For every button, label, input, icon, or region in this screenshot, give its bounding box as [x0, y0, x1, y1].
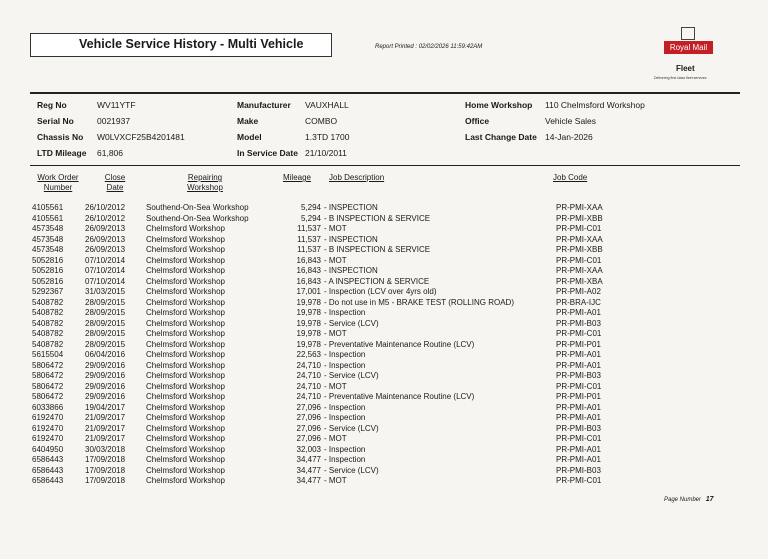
- mileage-cell: 34,477: [296, 455, 321, 464]
- job-description-cell: - MOT: [324, 329, 347, 338]
- work-order-cell: 5052816: [32, 276, 64, 286]
- table-row: [32, 235, 616, 246]
- close-date-cell: 21/09/2017: [85, 434, 126, 443]
- model-label: Model: [237, 132, 262, 142]
- work-order-cell: 4573548: [32, 224, 64, 233]
- job-description-cell: - Preventative Maintenance Routine (LCV): [324, 392, 475, 401]
- workshop-cell: Chelmsford Workshop: [146, 245, 225, 254]
- job-description-cell: - Service (LCV): [324, 371, 379, 380]
- work-order-cell: 5408782: [32, 339, 64, 349]
- job-code-cell: PR-PMI-XAA: [556, 266, 603, 275]
- make-value: COMBO: [305, 116, 338, 126]
- workshop-cell: Chelmsford Workshop: [146, 413, 225, 422]
- job-description-cell: - Service (LCV): [324, 423, 379, 433]
- vehicle-info-col2: [237, 97, 349, 161]
- mileage-cell: 24,710: [296, 392, 321, 401]
- col-header-repairing-line1: Repairing: [187, 173, 223, 182]
- table-row: [32, 203, 616, 214]
- job-description-cell: - Service (LCV): [324, 318, 379, 328]
- close-date-cell: 26/09/2013: [85, 234, 126, 244]
- mileage-cell: 27,096: [296, 423, 321, 433]
- table-row: [32, 445, 616, 456]
- mileage-cell: 16,843: [296, 266, 321, 275]
- work-order-cell: 6586443: [32, 465, 64, 475]
- job-code-cell: PR-PMI-A01: [556, 308, 601, 317]
- reg-label: Reg No: [37, 100, 67, 110]
- workshop-cell: Chelmsford Workshop: [146, 318, 225, 328]
- job-code-cell: PR-PMI-P01: [556, 339, 601, 349]
- table-row: [32, 319, 616, 330]
- page-number: [664, 496, 714, 503]
- close-date-cell: 28/09/2015: [85, 308, 126, 317]
- mileage-cell: 32,003: [296, 444, 321, 454]
- workshop-cell: Chelmsford Workshop: [146, 329, 225, 338]
- workshop-cell: Chelmsford Workshop: [146, 465, 225, 475]
- brand-division: Fleet: [676, 64, 695, 73]
- mileage-cell: 24,710: [296, 371, 321, 380]
- close-date-cell: 26/09/2013: [85, 245, 126, 254]
- table-row: [32, 287, 616, 298]
- manufacturer-label: Manufacturer: [237, 100, 291, 110]
- table-row: [32, 350, 616, 361]
- close-date-cell: 29/09/2016: [85, 360, 126, 370]
- mileage-cell: 11,537: [297, 224, 321, 233]
- job-code-cell: PR-PMI-A02: [556, 287, 601, 296]
- job-code-cell: PR-PMI-A01: [556, 402, 601, 412]
- mileage-cell: 34,477: [296, 465, 321, 475]
- close-date-cell: 26/10/2012: [85, 203, 126, 212]
- close-date-cell: 21/09/2017: [85, 413, 126, 422]
- job-description-cell: - MOT: [324, 476, 347, 485]
- workshop-cell: Chelmsford Workshop: [146, 234, 225, 244]
- job-description-cell: - B INSPECTION & SERVICE: [324, 213, 431, 223]
- page-number-label: Page Number: [664, 497, 702, 503]
- mileage-cell: 34,477: [296, 476, 321, 485]
- job-code-cell: PR-PMI-XBB: [556, 213, 603, 223]
- table-row: [32, 298, 616, 309]
- close-date-cell: 06/04/2016: [85, 350, 126, 359]
- job-code-cell: PR-BRA-IJC: [556, 297, 601, 307]
- job-description-cell: - Inspection: [324, 360, 366, 370]
- work-order-cell: 5408782: [32, 308, 64, 317]
- job-code-cell: PR-PMI-C01: [556, 255, 602, 265]
- table-row: [32, 340, 616, 351]
- job-code-cell: PR-PMI-C01: [556, 224, 602, 233]
- job-description-cell: - Inspection: [324, 444, 366, 454]
- table-row: [32, 214, 616, 225]
- mileage-cell: 11,537: [297, 234, 321, 244]
- work-order-cell: 6192470: [32, 423, 64, 433]
- job-code-cell: PR-PMI-A01: [556, 455, 601, 464]
- job-description-cell: - B INSPECTION & SERVICE: [324, 245, 431, 254]
- close-date-cell: 28/09/2015: [85, 297, 126, 307]
- job-code-cell: PR-PMI-XBA: [556, 276, 603, 286]
- workshop-cell: Chelmsford Workshop: [146, 476, 225, 485]
- service-date-label: In Service Date: [237, 148, 298, 158]
- table-row: [32, 266, 616, 277]
- work-order-cell: 5408782: [32, 297, 64, 307]
- workshop-cell: Chelmsford Workshop: [146, 371, 225, 380]
- workshop-cell: Chelmsford Workshop: [146, 423, 225, 433]
- job-code-cell: PR-PMI-B03: [556, 465, 601, 475]
- model-value: 1.3TD 1700: [305, 132, 350, 142]
- work-order-cell: 4573548: [32, 245, 64, 254]
- work-order-cell: 5408782: [32, 329, 64, 338]
- job-code-cell: PR-PMI-P01: [556, 392, 601, 401]
- table-row: [32, 455, 616, 466]
- office-value: Vehicle Sales: [545, 116, 597, 126]
- mileage-cell: 16,843: [296, 276, 321, 286]
- workshop-cell: Chelmsford Workshop: [146, 444, 225, 454]
- job-code-cell: PR-PMI-A01: [556, 360, 601, 370]
- vehicle-info-col3: [465, 97, 645, 145]
- col-header-work-order-line2: Number: [43, 183, 73, 192]
- mileage-cell: 19,978: [296, 297, 321, 307]
- work-order-cell: 6192470: [32, 434, 64, 443]
- mileage-cell: 16,843: [296, 255, 321, 265]
- job-description-cell: - A INSPECTION & SERVICE: [324, 276, 430, 286]
- mileage-cell: 19,978: [296, 308, 321, 317]
- col-header-work-order-line1: Work Order: [37, 173, 79, 182]
- table-row: [32, 382, 616, 393]
- job-code-cell: PR-PMI-XAA: [556, 203, 603, 212]
- mileage-cell: 27,096: [296, 402, 321, 412]
- workshop-cell: Southend-On-Sea Workshop: [146, 213, 249, 223]
- table-row: [32, 308, 616, 319]
- serial-label: Serial No: [37, 116, 74, 126]
- job-description-cell: - Do not use in M5 - BRAKE TEST (ROLLING ROAD): [324, 297, 514, 307]
- col-header-repairing-line2: Workshop: [187, 183, 223, 192]
- chassis-label: Chassis No: [37, 132, 84, 142]
- close-date-cell: 29/09/2016: [85, 381, 126, 391]
- table-row: [32, 256, 616, 267]
- manufacturer-value: VAUXHALL: [305, 100, 349, 110]
- crown-icon: [681, 27, 695, 40]
- last-change-label: Last Change Date: [465, 132, 537, 142]
- brand-logo: Royal Mail: [664, 41, 713, 54]
- work-order-cell: 4105561: [32, 203, 64, 212]
- job-description-cell: - MOT: [324, 434, 347, 443]
- printed-timestamp: Report Printed : 02/02/2026 11:59:42AM: [375, 44, 483, 50]
- workshop-cell: Chelmsford Workshop: [146, 266, 225, 275]
- job-code-cell: PR-PMI-C01: [556, 329, 602, 338]
- work-order-cell: 5806472: [32, 392, 64, 401]
- table-row: [32, 476, 616, 487]
- col-header-job-code: Job Code: [553, 173, 588, 182]
- job-code-cell: PR-PMI-B03: [556, 318, 601, 328]
- col-header-close-line2: Date: [106, 183, 124, 192]
- job-code-cell: PR-PMI-B03: [556, 423, 601, 433]
- job-code-cell: PR-PMI-XAA: [556, 234, 603, 244]
- mileage-cell: 22,563: [296, 350, 321, 359]
- work-order-cell: 5806472: [32, 371, 64, 380]
- service-date-value: 21/10/2011: [305, 148, 347, 158]
- work-order-cell: 5806472: [32, 360, 64, 370]
- close-date-cell: 28/09/2015: [85, 339, 126, 349]
- table-row: [32, 392, 616, 403]
- work-order-cell: 6192470: [32, 413, 64, 422]
- job-description-cell: - INSPECTION: [324, 234, 378, 244]
- work-order-cell: 6586443: [32, 476, 64, 485]
- table-row: [32, 466, 616, 477]
- mileage-cell: 5,294: [300, 213, 321, 223]
- table-row: [32, 434, 616, 445]
- close-date-cell: 17/09/2018: [85, 455, 126, 464]
- job-description-cell: - Preventative Maintenance Routine (LCV): [324, 339, 475, 349]
- job-code-cell: PR-PMI-A01: [556, 413, 601, 422]
- workshop-cell: Chelmsford Workshop: [146, 276, 225, 286]
- job-description-cell: - Service (LCV): [324, 465, 379, 475]
- workshop-cell: Southend-On-Sea Workshop: [146, 203, 249, 212]
- office-label: Office: [465, 116, 490, 126]
- table-row: [32, 403, 616, 414]
- work-order-cell: 4105561: [32, 213, 64, 223]
- mileage-cell: 19,978: [296, 329, 321, 338]
- mileage-cell: 24,710: [296, 360, 321, 370]
- service-history-table: [32, 203, 616, 487]
- job-description-cell: - Inspection: [324, 308, 366, 317]
- close-date-cell: 21/09/2017: [85, 423, 126, 433]
- job-code-cell: PR-PMI-XBB: [556, 245, 603, 254]
- work-order-cell: 5052816: [32, 266, 64, 275]
- chassis-value: W0LVXCF25B4201481: [97, 132, 185, 142]
- table-row: [32, 245, 616, 256]
- col-header-mileage: Mileage: [282, 173, 311, 182]
- workshop-cell: Chelmsford Workshop: [146, 255, 225, 265]
- close-date-cell: 07/10/2014: [85, 266, 126, 275]
- job-code-cell: PR-PMI-A01: [556, 350, 601, 359]
- table-row: [32, 361, 616, 372]
- make-label: Make: [237, 116, 259, 126]
- close-date-cell: 30/03/2018: [85, 444, 126, 454]
- report-title-box: [30, 33, 332, 57]
- workshop-value: 110 Chelmsford Workshop: [545, 100, 645, 110]
- job-description-cell: - Inspection (LCV over 4yrs old): [324, 287, 437, 296]
- work-order-cell: 5052816: [32, 255, 64, 265]
- close-date-cell: 07/10/2014: [85, 276, 126, 286]
- workshop-cell: Chelmsford Workshop: [146, 339, 225, 349]
- work-order-cell: 6586443: [32, 455, 64, 464]
- mileage-cell: 27,096: [296, 434, 321, 443]
- job-description-cell: - MOT: [324, 381, 347, 391]
- close-date-cell: 29/09/2016: [85, 371, 126, 380]
- work-order-cell: 6033866: [32, 402, 64, 412]
- close-date-cell: 17/09/2018: [85, 476, 126, 485]
- workshop-cell: Chelmsford Workshop: [146, 224, 225, 233]
- job-code-cell: PR-PMI-A01: [556, 444, 601, 454]
- job-description-cell: - Inspection: [324, 350, 366, 359]
- workshop-cell: Chelmsford Workshop: [146, 297, 225, 307]
- workshop-cell: Chelmsford Workshop: [146, 402, 225, 412]
- work-order-cell: 5806472: [32, 381, 64, 391]
- close-date-cell: 07/10/2014: [85, 255, 126, 265]
- reg-value: WV11YTF: [97, 100, 136, 110]
- table-row: [32, 413, 616, 424]
- workshop-cell: Chelmsford Workshop: [146, 360, 225, 370]
- workshop-cell: Chelmsford Workshop: [146, 434, 225, 443]
- work-order-cell: 6404950: [32, 444, 64, 454]
- workshop-cell: Chelmsford Workshop: [146, 308, 225, 317]
- mileage-cell: 19,978: [296, 318, 321, 328]
- col-header-repairing: [176, 173, 234, 193]
- col-header-close-line1: Close: [104, 173, 126, 182]
- job-description-cell: - MOT: [324, 224, 347, 233]
- table-row: [32, 277, 616, 288]
- divider-mid: [30, 165, 740, 166]
- table-row: [32, 424, 616, 435]
- workshop-cell: Chelmsford Workshop: [146, 381, 225, 391]
- workshop-cell: Chelmsford Workshop: [146, 455, 225, 464]
- job-code-cell: PR-PMI-C01: [556, 476, 602, 485]
- workshop-cell: Chelmsford Workshop: [146, 287, 225, 296]
- close-date-cell: 26/09/2013: [85, 224, 126, 233]
- report-title: Vehicle Service History - Multi Vehicle: [79, 37, 304, 51]
- mileage-cell: 5,294: [300, 203, 321, 212]
- workshop-cell: Chelmsford Workshop: [146, 392, 225, 401]
- job-description-cell: - Inspection: [324, 455, 366, 464]
- job-code-cell: PR-PMI-C01: [556, 381, 602, 391]
- close-date-cell: 19/04/2017: [85, 402, 126, 412]
- mileage-cell: 24,710: [296, 381, 321, 391]
- serial-value: 0021937: [97, 116, 131, 126]
- workshop-cell: Chelmsford Workshop: [146, 350, 225, 359]
- close-date-cell: 17/09/2018: [85, 465, 126, 475]
- last-change-value: 14-Jan-2026: [545, 132, 593, 142]
- close-date-cell: 28/09/2015: [85, 329, 126, 338]
- mileage-cell: 27,096: [296, 413, 321, 422]
- table-row: [32, 329, 616, 340]
- brand-tagline: Delivering first class fleet services: [654, 76, 707, 80]
- vehicle-info-col1: [37, 97, 185, 161]
- job-description-cell: - Inspection: [324, 413, 366, 422]
- col-header-job-description: Job Description: [329, 173, 385, 182]
- job-description-cell: - Inspection: [324, 402, 366, 412]
- mileage-cell: 11,537: [297, 245, 321, 254]
- close-date-cell: 29/09/2016: [85, 392, 126, 401]
- work-order-cell: 4573548: [32, 234, 64, 244]
- job-description-cell: - MOT: [324, 255, 347, 265]
- job-code-cell: PR-PMI-C01: [556, 434, 602, 443]
- mileage-label: LTD Mileage: [37, 148, 87, 158]
- table-row: [32, 224, 616, 235]
- work-order-cell: 5292367: [32, 287, 64, 296]
- mileage-cell: 19,978: [296, 339, 321, 349]
- close-date-cell: 28/09/2015: [85, 318, 126, 328]
- divider-top: [30, 92, 740, 94]
- job-description-cell: - INSPECTION: [324, 266, 378, 275]
- table-row: [32, 371, 616, 382]
- col-header-close-date: [93, 173, 137, 193]
- job-description-cell: - INSPECTION: [324, 203, 378, 212]
- close-date-cell: 31/03/2015: [85, 287, 126, 296]
- mileage-value: 61,806: [97, 148, 123, 158]
- work-order-cell: 5408782: [32, 318, 64, 328]
- job-code-cell: PR-PMI-B03: [556, 371, 601, 380]
- workshop-label: Home Workshop: [465, 100, 533, 110]
- page-number-value: 17: [705, 496, 714, 503]
- mileage-cell: 17,001: [296, 287, 321, 296]
- col-header-work-order: [32, 173, 84, 193]
- work-order-cell: 5615504: [32, 350, 64, 359]
- close-date-cell: 26/10/2012: [85, 213, 126, 223]
